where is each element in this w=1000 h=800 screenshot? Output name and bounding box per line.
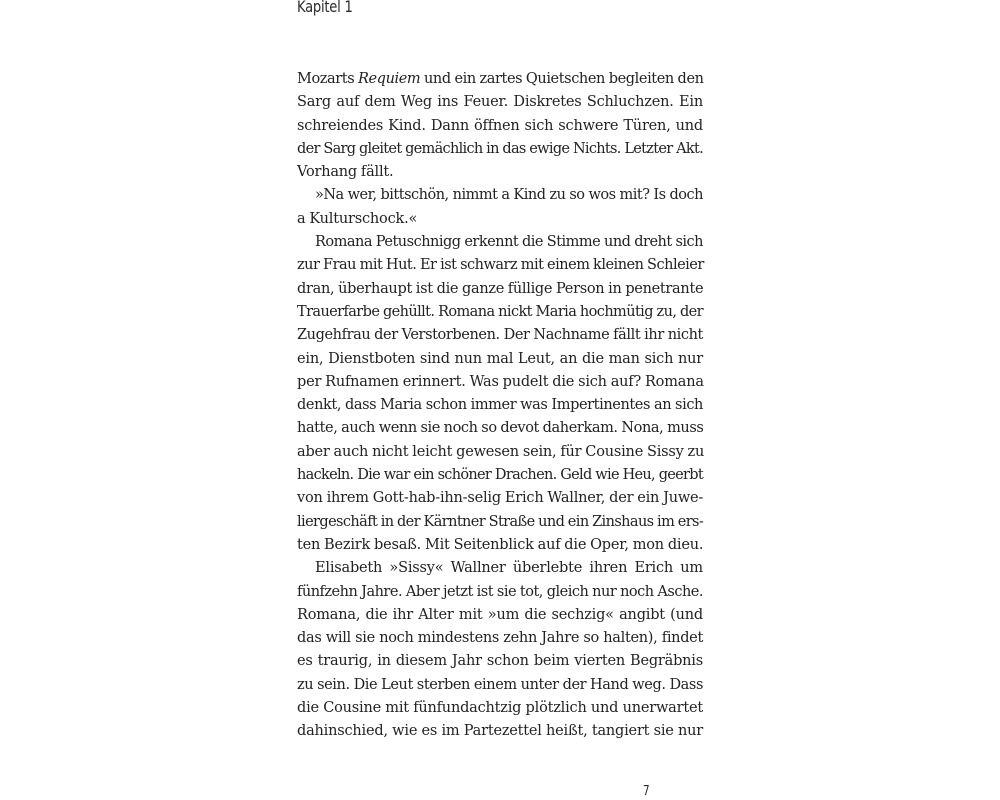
text-line: das will sie noch mindestens zehn Jahre so halten), findet: [297, 630, 703, 647]
body-text: [297, 68, 703, 744]
text-line: es traurig, in diesem Jahr schon beim vierten Begräbnis: [297, 653, 703, 670]
text-line: Romana, die ihr Alter mit »um die sechzig« angibt (und: [297, 606, 703, 623]
text-line: per Rufnamen erinnert. Was pudelt die sich auf? Romana: [297, 373, 704, 390]
text-line: die Cousine mit fünfundachtzig plötzlich und unerwartet: [297, 700, 703, 717]
text-line: Elisabeth »Sissy« Wallner überlebte ihren Erich um: [315, 560, 703, 577]
text-line: der Sarg gleitet gemächlich in das ewige Nichts. Letzter Akt.: [297, 140, 703, 157]
page-number: 7: [643, 784, 650, 799]
text-line: schreiendes Kind. Dann öffnen sich schwere Türen, und: [297, 117, 703, 134]
text-line: ein, Dienstboten sind nun mal Leut, an die man sich nur: [297, 350, 703, 367]
text-line: Vorhang fällt.: [297, 164, 394, 181]
text-line: denkt, dass Maria schon immer was Impertinentes an sich: [297, 397, 703, 414]
text-line: fünfzehn Jahre. Aber jetzt ist sie tot, gleich nur noch Asche.: [297, 583, 703, 600]
text-line: zur Frau mit Hut. Er ist schwarz mit einem kleinen Schleier: [297, 257, 704, 274]
text-line: Zugehfrau der Verstorbenen. Der Nachname fällt ihr nicht: [297, 327, 703, 344]
emphasis-requiem: Requiem: [357, 71, 421, 87]
text-line: Romana Petuschnigg erkennt die Stimme und dreht sich: [315, 234, 703, 251]
text-line: ten Bezirk besaß. Mit Seitenblick auf die Oper, mon dieu.: [297, 536, 704, 553]
text-line: zu sein. Die Leut sterben einem unter der Hand weg. Dass: [297, 676, 703, 693]
text-line: liergeschäft in der Kärntner Straße und ein Zinshaus im ers-: [297, 513, 704, 530]
text-line: hatte, auch wenn sie noch so devot daherkam. Nona, muss: [297, 420, 704, 437]
text-line: Trauerfarbe gehüllt. Romana nickt Maria hochmütig zu, der: [297, 303, 703, 320]
running-head: Kapitel 1: [297, 0, 353, 16]
text-line: »Na wer, bittschön, nimmt a Kind zu so wos mit? Is doch: [315, 187, 703, 204]
text-line: dran, überhaupt ist die ganze füllige Person in penetrante: [297, 280, 704, 297]
text-line: von ihrem Gott-hab-ihn-selig Erich Wallner, der ein Juwe-: [297, 490, 704, 507]
text-line: dahinschied, wie es im Partezettel heißt, tangiert sie nur: [297, 723, 703, 740]
text-line: Mozarts Requiem und ein zartes Quietschen begleiten den: [297, 71, 704, 87]
text-line: a Kulturschock.«: [297, 210, 418, 227]
text-line: aber auch nicht leicht gewesen sein, für Cousine Sissy zu: [297, 443, 705, 460]
text-line: hackeln. Die war ein schöner Drachen. Geld wie Heu, geerbt: [297, 467, 703, 484]
text-line: Sarg auf dem Weg ins Feuer. Diskretes Schluchzen. Ein: [297, 94, 703, 111]
